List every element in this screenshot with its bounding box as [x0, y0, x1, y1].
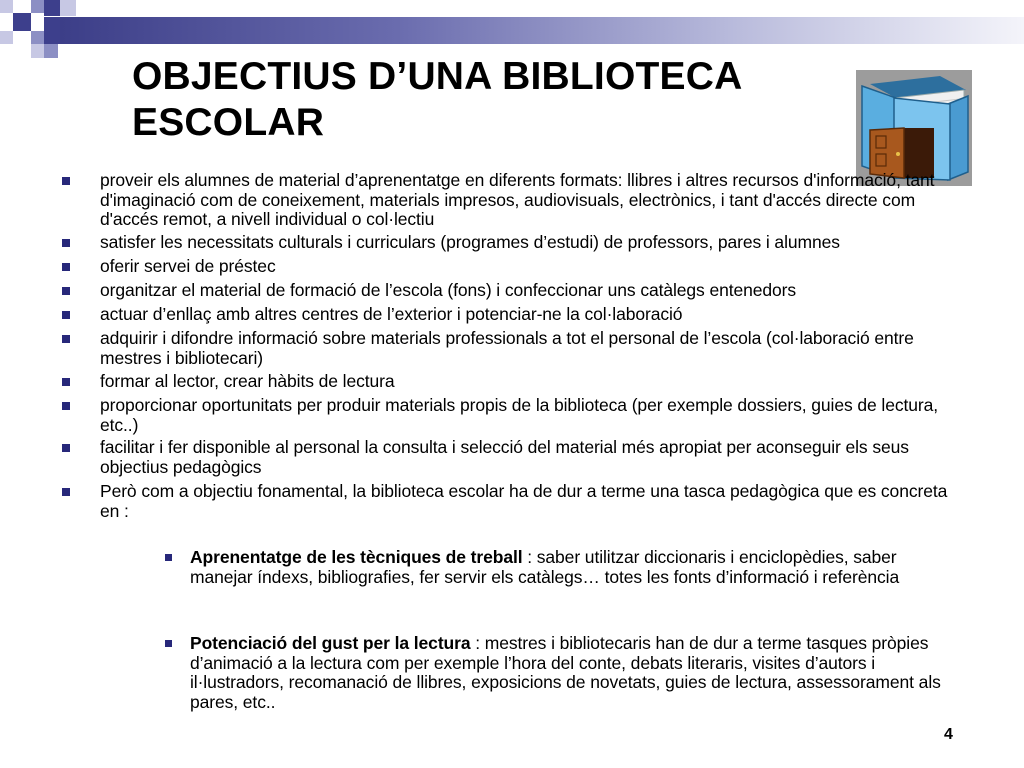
list-item — [100, 233, 960, 253]
bullet-marker — [62, 488, 70, 496]
list-item — [100, 329, 960, 368]
bullet-marker — [62, 177, 70, 185]
page-number: 4 — [944, 726, 953, 743]
list-item — [100, 372, 960, 392]
bullet-text: facilitar i fer disponible al personal la consulta i selecció del material més apropiat per aconseguir els seus objectius pedagògics — [100, 437, 909, 477]
sub-list-item — [190, 634, 960, 712]
bullet-text: actuar d’enllaç amb altres centres de l’exterior i potenciar-ne la col·laboració — [100, 304, 683, 324]
bullet-marker — [62, 263, 70, 271]
list-item — [100, 257, 960, 277]
bullet-text: organitzar el material de formació de l’escola (fons) i confeccionar uns catàlegs entenedors — [100, 280, 797, 300]
bullet-marker — [62, 402, 70, 410]
bullet-text: Però com a objectiu fonamental, la biblioteca escolar ha de dur a terme una tasca pedagògica que es concreta en : — [100, 481, 948, 521]
list-item — [100, 438, 960, 477]
bullet-marker — [62, 311, 70, 319]
sub-item-text: : saber utilitzar diccionaris i enciclopèdies, saber manejar índexs, bibliografies, fer servir els catàlegs… totes les fonts d’informació i referència — [190, 547, 900, 587]
bullet-marker — [62, 287, 70, 295]
list-item — [100, 281, 960, 301]
list-item — [100, 305, 960, 325]
sub-item-heading: Potenciació del gust per la lectura — [190, 633, 471, 653]
list-item — [100, 396, 960, 435]
bullet-marker — [165, 554, 172, 561]
bullet-marker — [62, 444, 70, 452]
bullet-text: satisfer les necessitats culturals i curriculars (programes d’estudi) de professors, pares i alumnes — [100, 232, 840, 252]
slide-title: OBJECTIUS D’UNA BIBLIOTECA ESCOLAR — [132, 55, 741, 144]
bullet-text: adquirir i difondre informació sobre materials professionals a tot el personal de l’escola (col·laboració entre mestres i bibliotecari) — [100, 328, 914, 368]
bullet-text: proveir els alumnes de material d’aprenentatge en diferents formats: llibres i altres recursos d'informació, tant d'imaginació com de coneixement, materials impresos, audiovisuals, electrònics, i tant d'accés directe com d'accés remot, a nivell individual o col·lectiu — [100, 170, 935, 229]
list-item — [100, 171, 960, 230]
bullet-marker — [62, 239, 70, 247]
list-item — [100, 482, 960, 521]
sub-list-item — [190, 548, 960, 587]
sub-item-text: : mestres i bibliotecaris han de dur a terme tasques pròpies d’animació a la lectura com per exemple l’hora del conte, debats literaris, visites d’autors i il·lustradors, recomanació de llibres, exposicions de novetats, guies de lectura, assessorament als pares, etc.. — [190, 633, 941, 712]
bullet-text: oferir servei de préstec — [100, 256, 276, 276]
bullet-marker — [165, 640, 172, 647]
bullet-marker — [62, 335, 70, 343]
bullet-text: proporcionar oportunitats per produir materials propis de la biblioteca (per exemple dossiers, guies de lectura, etc..) — [100, 395, 938, 435]
bullet-marker — [62, 378, 70, 386]
sub-item-heading: Aprenentatge de les tècniques de treball — [190, 547, 523, 567]
bullet-text: formar al lector, crear hàbits de lectura — [100, 371, 395, 391]
